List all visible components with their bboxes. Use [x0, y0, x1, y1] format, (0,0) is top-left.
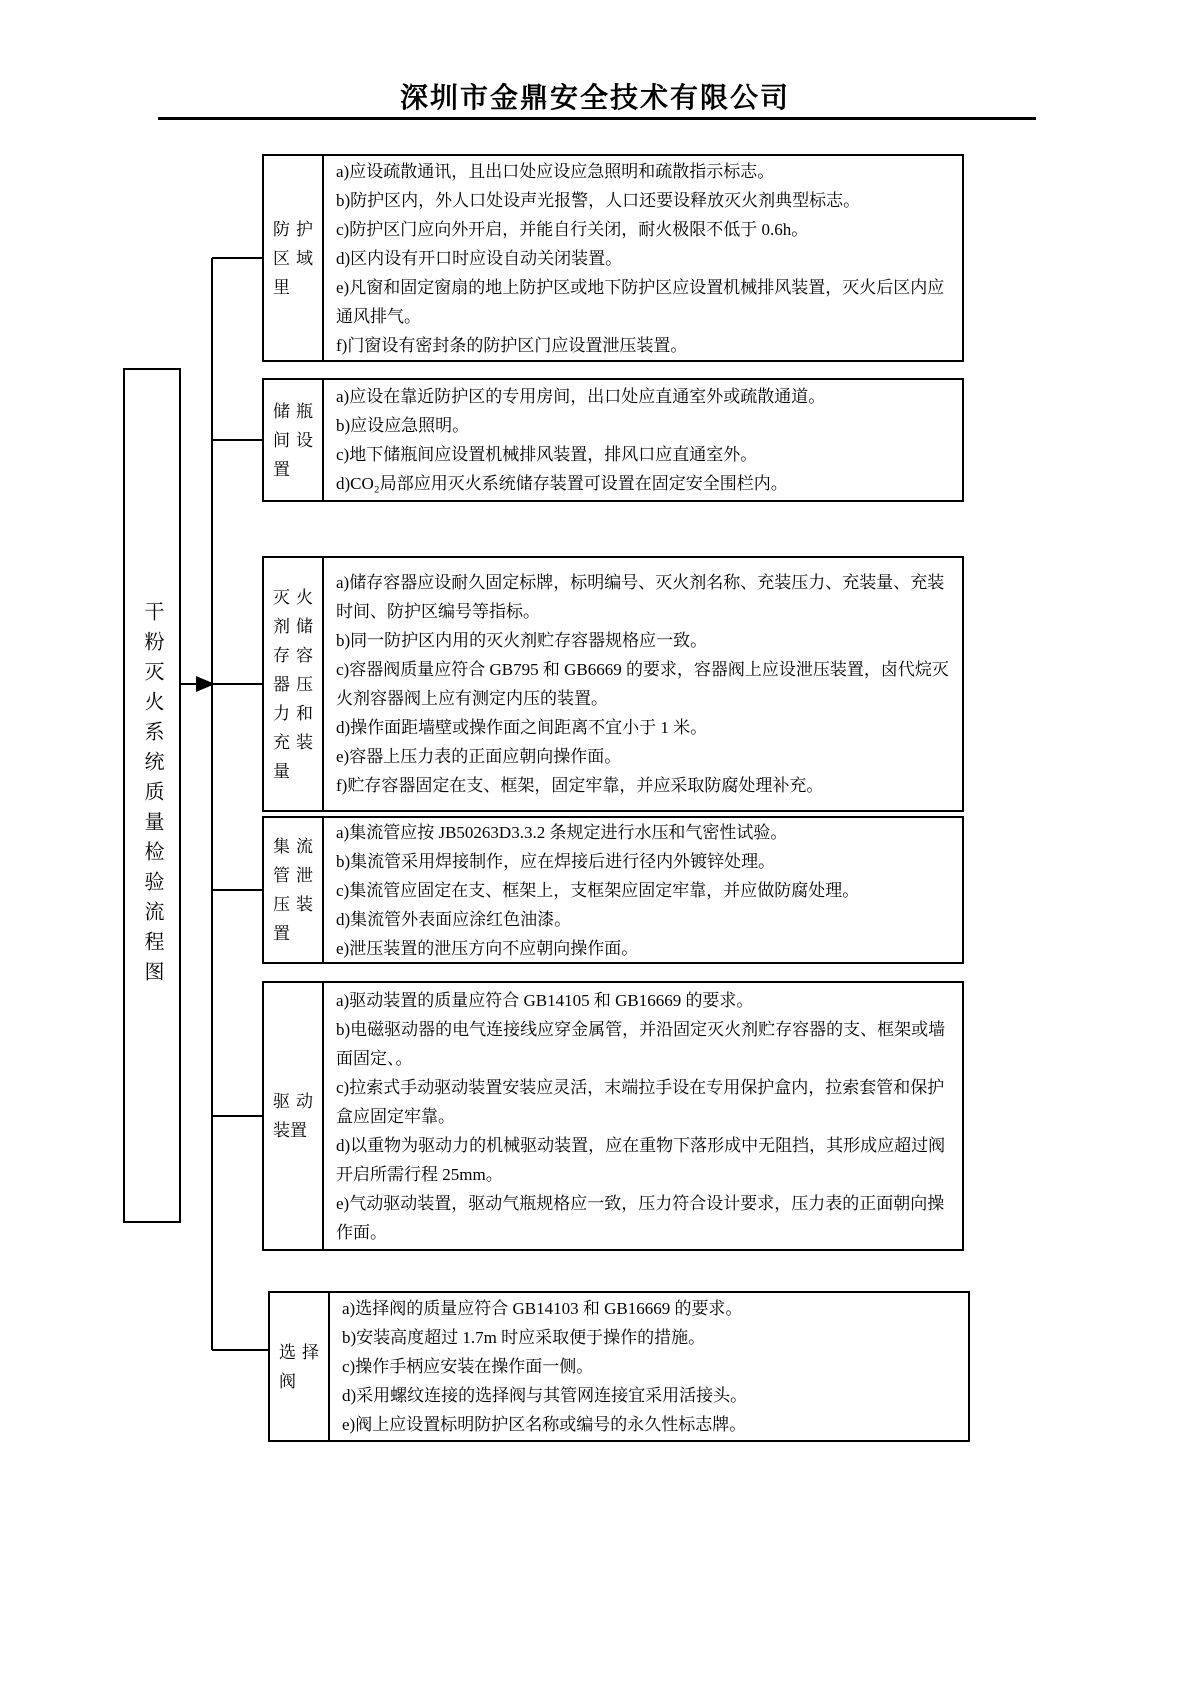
- requirement-item: b)集流管采用焊接制作，应在焊接后进行径内外镀锌处理。: [336, 851, 776, 871]
- requirement-item: f)门窗设有密封条的防护区门应设置泄压装置。: [336, 335, 688, 355]
- requirement-item: e)气动驱动装置，驱动气瓶规格应一致，压力符合设计要求，压力表的正面朝向操作面。: [336, 1193, 945, 1242]
- flow-root-box: [123, 368, 181, 1223]
- requirement-item: c)操作手柄应安装在操作面一侧。: [342, 1357, 594, 1376]
- requirement-item: a)应设疏散通讯，且出口处应设应急照明和疏散指示标志。: [336, 161, 775, 181]
- flow-node-label-cell: [264, 380, 324, 500]
- flow-node-items: [324, 983, 962, 1249]
- flow-root-label: 干粉灭火系统质量检验流程图: [141, 600, 163, 991]
- requirement-item: c)拉索式手动驱动装置安装应灵活，末端拉手设在专用保护盒内，拉索套管和保护盒应固定牢靠。: [336, 1077, 945, 1126]
- requirement-item: e)阀上应设置标明防护区名称或编号的永久性标志牌。: [342, 1415, 747, 1434]
- requirement-item: a)选择阀的质量应符合 GB14103 和 GB16669 的要求。: [342, 1299, 743, 1318]
- flow-node-items: [324, 380, 962, 500]
- requirement-item: a)储存容器应设耐久固定标牌，标明编号、灭火剂名称、充装压力、充装量、充装时间、防护区编号等指标。: [336, 573, 945, 621]
- flow-node: [262, 556, 964, 812]
- flow-node-label: 灭火剂储存容器压力和充装量: [273, 587, 313, 781]
- flow-node: [268, 1291, 970, 1442]
- requirement-item: c)地下储瓶间应设置机械排风装置，排风口应直通室外。: [336, 445, 758, 464]
- flow-node-label-cell: [264, 156, 324, 360]
- flow-node-items: [330, 1293, 968, 1440]
- requirement-item: e)泄压装置的泄压方向不应朝向操作面。: [336, 938, 639, 958]
- flow-node-items: [324, 156, 962, 360]
- requirement-item: c)防护区门应向外开启，并能自行关闭，耐火极限不低于 0.6h。: [336, 219, 809, 239]
- requirement-item: a)应设在靠近防护区的专用房间，出口处应直通室外或疏散通道。: [336, 387, 826, 406]
- flow-node-label: 选择阀: [279, 1342, 319, 1391]
- flow-node-label-cell: [264, 558, 324, 810]
- requirement-item: e)凡窗和固定窗扇的地上防护区或地下防护区应设置机械排风装置，灭火后区内应通风排气。: [336, 277, 945, 326]
- flow-node-items: [324, 558, 962, 810]
- requirement-item: d)区内设有开口时应设自动关闭装置。: [336, 248, 623, 268]
- requirement-item: b)同一防护区内用的灭火剂贮存容器规格应一致。: [336, 631, 708, 650]
- flow-node-label-cell: [264, 983, 324, 1249]
- requirement-item: d)集流管外表面应涂红色油漆。: [336, 909, 572, 929]
- requirement-item: c)集流管应固定在支、框架上，支框架应固定牢靠，并应做防腐处理。: [336, 880, 860, 900]
- flow-node-label: 驱动装置: [273, 1092, 313, 1140]
- requirement-item: a)驱动装置的质量应符合 GB14105 和 GB16669 的要求。: [336, 990, 754, 1010]
- requirement-item: f)贮存容器固定在支、框架，固定牢靠，并应采取防腐处理补充。: [336, 776, 824, 795]
- requirement-item: d)以重物为驱动力的机械驱动装置，应在重物下落形成中无阻挡，其形成应超过阀开启所需行程 25mm。: [336, 1135, 946, 1184]
- flow-node-label: 储瓶间设置: [273, 401, 313, 479]
- requirement-item: c)容器阀质量应符合 GB795 和 GB6669 的要求，容器阀上应设泄压装置，卤代烷灭火剂容器阀上应有测定内压的装置。: [336, 660, 949, 708]
- requirement-item: d)CO₂局部应用灭火系统储存装置可设置在固定安全围栏内。: [336, 474, 788, 493]
- flow-node-label: 集流管泄压装置: [273, 837, 313, 943]
- requirement-item: d)采用螺纹连接的选择阀与其管网连接宜采用活接头。: [342, 1386, 748, 1405]
- flow-node: [262, 816, 964, 964]
- flow-node-label-cell: [264, 818, 324, 962]
- flow-node: [262, 154, 964, 362]
- requirement-item: b)安装高度超过 1.7m 时应采取便于操作的措施。: [342, 1328, 706, 1347]
- flow-node-label-cell: [270, 1293, 330, 1440]
- requirement-item: d)操作面距墙壁或操作面之间距离不宜小于 1 米。: [336, 718, 708, 737]
- requirement-item: e)容器上压力表的正面应朝向操作面。: [336, 747, 622, 766]
- flow-node-label: 防护区域里: [273, 219, 313, 297]
- flow-node-items: [324, 818, 962, 962]
- flow-node: [262, 981, 964, 1251]
- requirement-item: b)防护区内，外人口处设声光报警，人口还要设释放灭火剂典型标志。: [336, 190, 861, 210]
- requirement-item: b)应设应急照明。: [336, 416, 470, 435]
- requirement-item: a)集流管应按 JB50263D3.3.2 条规定进行水压和气密性试验。: [336, 822, 788, 842]
- flow-node: [262, 378, 964, 502]
- requirement-item: b)电磁驱动器的电气连接线应穿金属管，并沿固定灭火剂贮存容器的支、框架或墙面固定、。: [336, 1019, 946, 1068]
- company-title: 深圳市金鼎安全技术有限公司: [399, 82, 790, 113]
